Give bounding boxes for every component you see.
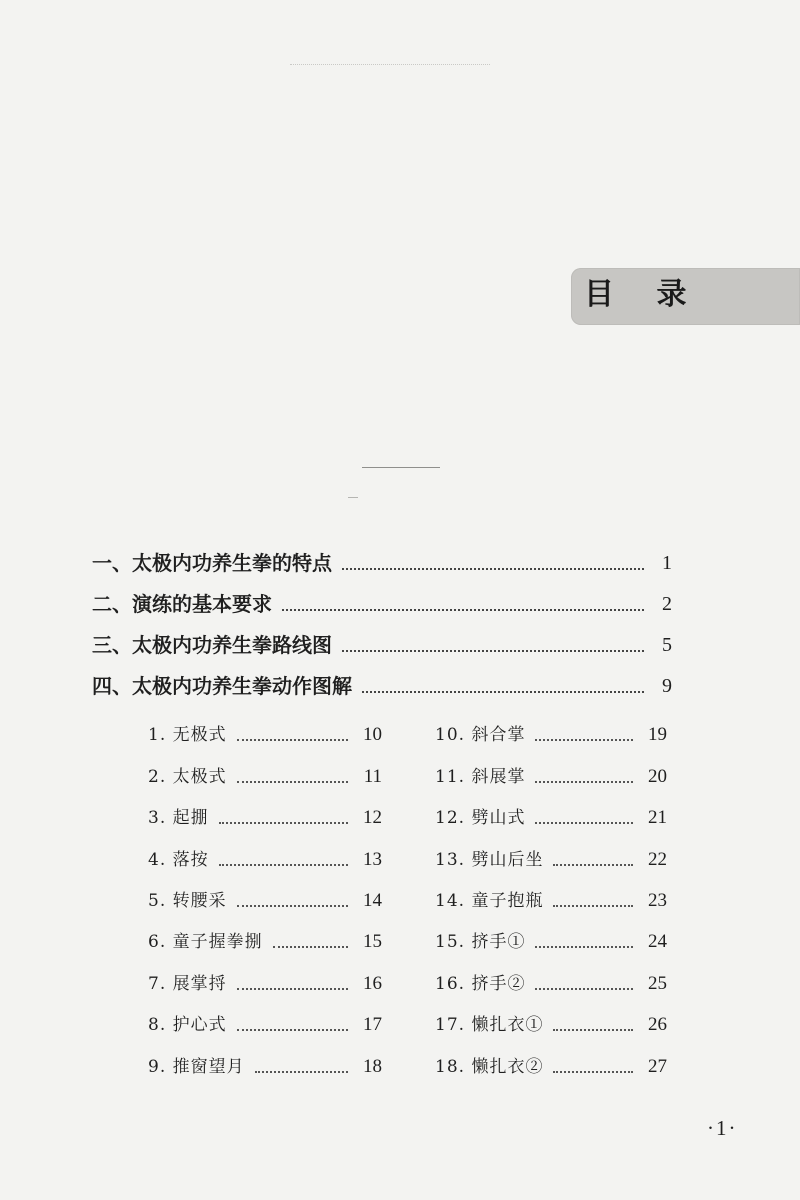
sub-entry-page: 20 (648, 765, 667, 787)
sub-entry-page: 25 (648, 972, 667, 994)
dot-leader (535, 781, 633, 783)
main-toc-list (92, 536, 672, 700)
sub-entry-label: 16. 挤手② (435, 973, 526, 994)
sub-entry-14[interactable] (435, 872, 667, 913)
sub-entry-11[interactable] (435, 747, 667, 788)
sub-entry-page: 11 (363, 765, 382, 787)
sub-entry-13[interactable] (435, 830, 667, 871)
toc-entry-1[interactable] (92, 536, 672, 577)
sub-entry-label: 4. 落按 (148, 849, 209, 870)
sub-entry-1[interactable] (148, 706, 382, 747)
sub-toc-right-column (435, 706, 667, 1079)
sub-entry-label: 2. 太极式 (148, 766, 227, 787)
dot-leader (237, 905, 348, 907)
sub-entry-18[interactable] (435, 1037, 667, 1078)
sub-entry-page: 21 (648, 807, 667, 829)
sub-toc-left-column (148, 706, 382, 1079)
sub-entry-8[interactable] (148, 996, 382, 1037)
sub-entry-12[interactable] (435, 789, 667, 830)
toc-entry-page: 9 (662, 675, 672, 697)
dot-leader (237, 1029, 348, 1031)
sub-entry-page: 13 (363, 848, 382, 870)
dot-leader (535, 988, 633, 990)
sub-entry-page: 15 (363, 931, 382, 953)
sub-entry-page: 12 (363, 807, 382, 829)
toc-entry-page: 5 (662, 634, 672, 656)
faint-header-trace (290, 64, 490, 69)
dot-leader (342, 568, 644, 570)
dot-leader (237, 739, 348, 741)
sub-entry-4[interactable] (148, 830, 382, 871)
sub-entry-10[interactable] (435, 706, 667, 747)
sub-entry-9[interactable] (148, 1037, 382, 1078)
toc-entry-label: 一、太极内功养生拳的特点 (92, 551, 332, 575)
sub-entry-label: 14. 童子抱瓶 (435, 890, 544, 911)
sub-entry-page: 26 (648, 1014, 667, 1036)
dot-leader (237, 988, 348, 990)
dot-leader (237, 781, 348, 783)
sub-entry-label: 6. 童子握拳捌 (148, 932, 263, 953)
sub-entry-label: 5. 转腰采 (148, 890, 227, 911)
dot-leader (535, 739, 633, 741)
toc-entry-page: 1 (662, 552, 672, 574)
sub-entry-page: 14 (363, 889, 382, 911)
sub-entry-label: 8. 护心式 (148, 1015, 227, 1036)
sub-entry-label: 18. 懒扎衣② (435, 1056, 544, 1077)
toc-entry-label: 二、演练的基本要求 (92, 592, 272, 616)
sub-entry-7[interactable] (148, 954, 382, 995)
sub-entry-label: 12. 劈山式 (435, 808, 526, 829)
dot-leader (342, 650, 644, 652)
dot-leader (255, 1071, 348, 1073)
toc-entry-label: 三、太极内功养生拳路线图 (92, 633, 332, 657)
decorative-rule (362, 467, 440, 468)
page-number: ·1· (707, 1116, 738, 1140)
sub-entry-label: 15. 挤手① (435, 932, 526, 953)
sub-entry-label: 13. 劈山后坐 (435, 849, 544, 870)
dot-leader (553, 905, 633, 907)
sub-entry-page: 22 (648, 848, 667, 870)
page-title: 目 录 (584, 277, 703, 312)
sub-entry-label: 3. 起掤 (148, 808, 209, 829)
sub-entry-page: 23 (648, 889, 667, 911)
sub-entry-16[interactable] (435, 954, 667, 995)
decorative-dash (348, 497, 358, 498)
sub-entry-label: 9. 推窗望月 (148, 1056, 245, 1077)
sub-entry-page: 10 (363, 724, 382, 746)
sub-entry-2[interactable] (148, 747, 382, 788)
sub-entry-15[interactable] (435, 913, 667, 954)
sub-entry-label: 1. 无极式 (148, 725, 227, 746)
sub-entry-label: 11. 斜展掌 (435, 766, 526, 787)
sub-entry-page: 24 (648, 931, 667, 953)
dot-leader (362, 691, 644, 693)
sub-entry-3[interactable] (148, 789, 382, 830)
sub-entry-6[interactable] (148, 913, 382, 954)
toc-entry-page: 2 (662, 593, 672, 615)
dot-leader (219, 864, 348, 866)
sub-entry-page: 16 (363, 972, 382, 994)
sub-entry-label: 7. 展掌捋 (148, 973, 227, 994)
dot-leader (553, 864, 633, 866)
dot-leader (553, 1029, 633, 1031)
sub-entry-page: 19 (648, 724, 667, 746)
dot-leader (535, 822, 633, 824)
sub-entry-label: 10. 斜合掌 (435, 725, 526, 746)
dot-leader (282, 609, 644, 611)
sub-entry-page: 27 (648, 1055, 667, 1077)
sub-entry-5[interactable] (148, 872, 382, 913)
dot-leader (535, 946, 633, 948)
sub-entry-page: 17 (363, 1014, 382, 1036)
toc-entry-2[interactable] (92, 577, 672, 618)
sub-entry-label: 17. 懒扎衣① (435, 1015, 544, 1036)
toc-entry-3[interactable] (92, 618, 672, 659)
dot-leader (273, 946, 348, 948)
toc-entry-4[interactable] (92, 659, 672, 700)
dot-leader (553, 1071, 633, 1073)
sub-entry-page: 18 (363, 1055, 382, 1077)
dot-leader (219, 822, 348, 824)
toc-entry-label: 四、太极内功养生拳动作图解 (92, 674, 352, 698)
sub-entry-17[interactable] (435, 996, 667, 1037)
